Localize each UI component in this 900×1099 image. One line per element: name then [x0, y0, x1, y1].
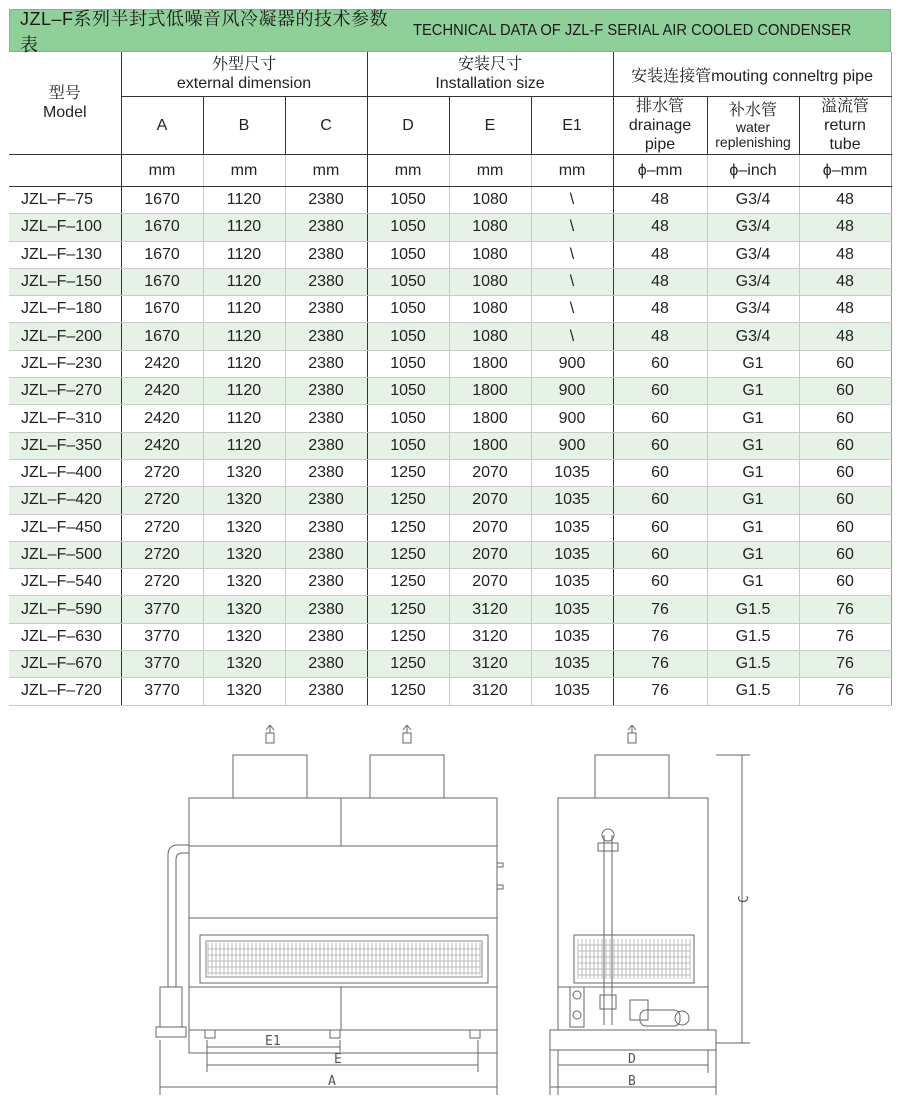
value-cell: 2380 — [285, 514, 367, 541]
value-cell: 1320 — [203, 514, 285, 541]
value-cell: 2380 — [285, 569, 367, 596]
side-grille-hatch — [578, 939, 690, 979]
unit-d: mm — [367, 155, 449, 187]
value-cell: 1800 — [449, 405, 531, 432]
dim-label-a: A — [328, 1074, 336, 1089]
value-cell: G3/4 — [707, 187, 799, 214]
value-cell: 1120 — [203, 405, 285, 432]
value-cell: 60 — [613, 432, 707, 459]
value-cell: 2380 — [285, 432, 367, 459]
model-cell: JZL–F–270 — [9, 378, 121, 405]
front-body — [189, 798, 497, 1053]
model-cell: JZL–F–100 — [9, 214, 121, 241]
value-cell: 48 — [613, 214, 707, 241]
technical-data-table — [9, 52, 892, 706]
return-tube-header: 溢流管 return tube — [799, 97, 891, 155]
drainage-pipe-header: 排水管 drainage pipe — [613, 97, 707, 155]
value-cell: G1.5 — [707, 596, 799, 623]
table-row — [9, 459, 891, 486]
value-cell: 2720 — [121, 487, 203, 514]
value-cell: G1.5 — [707, 651, 799, 678]
dim-label-c: C — [737, 895, 752, 903]
value-cell: 1120 — [203, 241, 285, 268]
value-cell: 1035 — [531, 569, 613, 596]
value-cell: 1800 — [449, 378, 531, 405]
model-cell: JZL–F–400 — [9, 459, 121, 486]
value-cell: 2070 — [449, 459, 531, 486]
unit-e1: mm — [531, 155, 613, 187]
value-cell: G1 — [707, 459, 799, 486]
value-cell: 1320 — [203, 678, 285, 705]
value-cell: 2380 — [285, 541, 367, 568]
value-cell: 2070 — [449, 569, 531, 596]
value-cell: 1250 — [367, 678, 449, 705]
value-cell: 1250 — [367, 487, 449, 514]
value-cell: 76 — [799, 678, 891, 705]
table-row — [9, 378, 891, 405]
table-row — [9, 323, 891, 350]
value-cell: 2380 — [285, 187, 367, 214]
value-cell: 1050 — [367, 214, 449, 241]
value-cell: 76 — [613, 678, 707, 705]
value-cell: 1035 — [531, 541, 613, 568]
value-cell: 60 — [799, 432, 891, 459]
value-cell: 2070 — [449, 541, 531, 568]
value-cell: 2380 — [285, 323, 367, 350]
model-cell: JZL–F–75 — [9, 187, 121, 214]
value-cell: 1800 — [449, 432, 531, 459]
value-cell: G1 — [707, 541, 799, 568]
value-cell: 1120 — [203, 187, 285, 214]
table-row — [9, 623, 891, 650]
value-cell: 1035 — [531, 623, 613, 650]
value-cell: 1035 — [531, 596, 613, 623]
table-row — [9, 350, 891, 377]
value-cell: 1050 — [367, 241, 449, 268]
external-dimension-header: 外型尺寸 external dimension — [121, 52, 367, 97]
value-cell: 1250 — [367, 596, 449, 623]
value-cell: 900 — [531, 432, 613, 459]
unit-b: mm — [203, 155, 285, 187]
value-cell: 1320 — [203, 651, 285, 678]
airflow-marker-icon — [266, 733, 274, 743]
model-cell: JZL–F–450 — [9, 514, 121, 541]
table-row — [9, 596, 891, 623]
model-cell: JZL–F–420 — [9, 487, 121, 514]
value-cell: 48 — [613, 241, 707, 268]
value-cell: 76 — [613, 623, 707, 650]
model-cell: JZL–F–350 — [9, 432, 121, 459]
value-cell: 1050 — [367, 432, 449, 459]
front-fan-hood-left — [233, 755, 307, 798]
value-cell: 1320 — [203, 623, 285, 650]
value-cell: 1120 — [203, 296, 285, 323]
connection-pipe-header: 安装连接管mouting conneltrg pipe — [613, 52, 891, 97]
value-cell: 1120 — [203, 432, 285, 459]
value-cell: 48 — [613, 323, 707, 350]
table-row — [9, 541, 891, 568]
value-cell: 48 — [613, 296, 707, 323]
model-cell: JZL–F–630 — [9, 623, 121, 650]
value-cell: 1670 — [121, 214, 203, 241]
dim-label-d: D — [628, 1052, 636, 1067]
value-cell: 1250 — [367, 569, 449, 596]
model-cell: JZL–F–590 — [9, 596, 121, 623]
title-bar — [9, 8, 891, 55]
water-replenishing-header: 补水管 water replenishing — [707, 97, 799, 155]
model-cell: JZL–F–200 — [9, 323, 121, 350]
airflow-arrow-icon — [266, 725, 274, 733]
value-cell: 2420 — [121, 432, 203, 459]
value-cell: 2720 — [121, 569, 203, 596]
value-cell: 1080 — [449, 241, 531, 268]
value-cell: 60 — [613, 405, 707, 432]
value-cell: 76 — [799, 623, 891, 650]
value-cell: 1800 — [449, 350, 531, 377]
value-cell: 1035 — [531, 651, 613, 678]
value-cell: 2420 — [121, 378, 203, 405]
value-cell: 1250 — [367, 623, 449, 650]
value-cell: 48 — [799, 323, 891, 350]
value-cell: G1.5 — [707, 678, 799, 705]
value-cell: 1080 — [449, 296, 531, 323]
unit-a: mm — [121, 155, 203, 187]
value-cell: G1 — [707, 432, 799, 459]
value-cell: 1080 — [449, 214, 531, 241]
value-cell: 60 — [613, 459, 707, 486]
model-cell: JZL–F–500 — [9, 541, 121, 568]
value-cell: 1050 — [367, 323, 449, 350]
installation-size-header: 安装尺寸 Installation size — [367, 52, 613, 97]
value-cell: 2380 — [285, 623, 367, 650]
value-cell: 3120 — [449, 623, 531, 650]
unit-water: ϕ–inch — [707, 155, 799, 187]
value-cell: G3/4 — [707, 268, 799, 295]
value-cell: 1050 — [367, 187, 449, 214]
model-cell: JZL–F–670 — [9, 651, 121, 678]
col-a-header: A — [121, 97, 203, 155]
value-cell: 1250 — [367, 514, 449, 541]
value-cell: 1120 — [203, 350, 285, 377]
front-side-pipe — [168, 845, 189, 987]
value-cell: G1 — [707, 487, 799, 514]
value-cell: 48 — [799, 187, 891, 214]
value-cell: 76 — [799, 651, 891, 678]
condenser-drawing — [0, 725, 900, 1099]
col-b-header: B — [203, 97, 285, 155]
col-d-header: D — [367, 97, 449, 155]
value-cell: 3120 — [449, 596, 531, 623]
value-cell: 900 — [531, 350, 613, 377]
value-cell: G1 — [707, 350, 799, 377]
value-cell: 1050 — [367, 296, 449, 323]
table-row — [9, 651, 891, 678]
table-row — [9, 514, 891, 541]
value-cell: 2380 — [285, 678, 367, 705]
value-cell: 2380 — [285, 350, 367, 377]
value-cell: 1035 — [531, 487, 613, 514]
table-row — [9, 214, 891, 241]
value-cell: 1050 — [367, 378, 449, 405]
value-cell: 1080 — [449, 268, 531, 295]
value-cell: 2420 — [121, 405, 203, 432]
value-cell: 1080 — [449, 323, 531, 350]
dim-label-b: B — [628, 1074, 636, 1089]
value-cell: 60 — [799, 350, 891, 377]
value-cell: 3120 — [449, 651, 531, 678]
value-cell: 2380 — [285, 651, 367, 678]
value-cell: 60 — [613, 541, 707, 568]
value-cell: 1250 — [367, 459, 449, 486]
value-cell: 60 — [799, 405, 891, 432]
value-cell: 76 — [613, 651, 707, 678]
value-cell: G1 — [707, 405, 799, 432]
value-cell: 2380 — [285, 214, 367, 241]
table-row — [9, 405, 891, 432]
value-cell: 2380 — [285, 296, 367, 323]
model-cell: JZL–F–540 — [9, 569, 121, 596]
title-english: TECHNICAL DATA OF JZL-F SERIAL AIR COOLED CONDENSER — [413, 21, 852, 39]
value-cell: G3/4 — [707, 241, 799, 268]
value-cell: 48 — [613, 187, 707, 214]
value-cell: 1320 — [203, 487, 285, 514]
value-cell: 60 — [613, 350, 707, 377]
value-cell: 2380 — [285, 596, 367, 623]
value-cell: 60 — [799, 459, 891, 486]
airflow-marker-icon — [628, 733, 636, 743]
value-cell: 1035 — [531, 459, 613, 486]
value-cell: 60 — [613, 514, 707, 541]
value-cell: 60 — [799, 487, 891, 514]
value-cell: 48 — [799, 268, 891, 295]
model-cell: JZL–F–130 — [9, 241, 121, 268]
value-cell: \ — [531, 323, 613, 350]
front-grille-hatch — [208, 943, 480, 975]
value-cell: 2380 — [285, 459, 367, 486]
value-cell: G3/4 — [707, 214, 799, 241]
value-cell: 48 — [613, 268, 707, 295]
value-cell: 3770 — [121, 623, 203, 650]
value-cell: 60 — [613, 378, 707, 405]
value-cell: 3120 — [449, 678, 531, 705]
table-row — [9, 296, 891, 323]
value-cell: 900 — [531, 378, 613, 405]
table-row — [9, 241, 891, 268]
value-cell: 2420 — [121, 350, 203, 377]
units-row — [9, 155, 891, 187]
table-row — [9, 432, 891, 459]
value-cell: 2380 — [285, 241, 367, 268]
value-cell: 2380 — [285, 378, 367, 405]
value-cell: \ — [531, 268, 613, 295]
value-cell: 76 — [799, 596, 891, 623]
value-cell: 2380 — [285, 487, 367, 514]
value-cell: 60 — [613, 487, 707, 514]
value-cell: 48 — [799, 214, 891, 241]
airflow-arrow-icon — [628, 725, 636, 733]
col-e-header: E — [449, 97, 531, 155]
value-cell: 1320 — [203, 596, 285, 623]
value-cell: 3770 — [121, 678, 203, 705]
value-cell: 1035 — [531, 678, 613, 705]
value-cell: 1035 — [531, 514, 613, 541]
unit-drain: ϕ–mm — [613, 155, 707, 187]
table-row — [9, 268, 891, 295]
value-cell: 1670 — [121, 296, 203, 323]
value-cell: 1120 — [203, 268, 285, 295]
value-cell: \ — [531, 214, 613, 241]
value-cell: 1050 — [367, 405, 449, 432]
value-cell: 1320 — [203, 459, 285, 486]
value-cell: 1080 — [449, 187, 531, 214]
value-cell: G1 — [707, 378, 799, 405]
value-cell: \ — [531, 296, 613, 323]
value-cell: G1 — [707, 569, 799, 596]
table-row — [9, 678, 891, 705]
value-cell: \ — [531, 187, 613, 214]
value-cell: 2380 — [285, 405, 367, 432]
value-cell: G1 — [707, 514, 799, 541]
value-cell: 1320 — [203, 569, 285, 596]
value-cell: G1.5 — [707, 623, 799, 650]
value-cell: 60 — [613, 569, 707, 596]
title-chinese: JZL–F系列半封式低噪音风冷凝器的技术参数表 — [20, 8, 389, 55]
airflow-arrow-icon — [403, 725, 411, 733]
unit-return: ϕ–mm — [799, 155, 891, 187]
value-cell: 3770 — [121, 596, 203, 623]
model-cell: JZL–F–150 — [9, 268, 121, 295]
model-cell: JZL–F–720 — [9, 678, 121, 705]
value-cell: 1120 — [203, 323, 285, 350]
side-fan-hood — [595, 755, 669, 798]
table-row — [9, 569, 891, 596]
value-cell: 1250 — [367, 651, 449, 678]
value-cell: 900 — [531, 405, 613, 432]
value-cell: 2720 — [121, 541, 203, 568]
value-cell: 2720 — [121, 514, 203, 541]
unit-e: mm — [449, 155, 531, 187]
model-cell: JZL–F–230 — [9, 350, 121, 377]
value-cell: 48 — [799, 296, 891, 323]
col-e1-header: E1 — [531, 97, 613, 155]
side-base — [550, 1030, 716, 1050]
value-cell: 60 — [799, 514, 891, 541]
table-row — [9, 487, 891, 514]
model-cell: JZL–F–180 — [9, 296, 121, 323]
value-cell: \ — [531, 241, 613, 268]
value-cell: 76 — [613, 596, 707, 623]
table-row — [9, 187, 891, 214]
value-cell: 1050 — [367, 350, 449, 377]
value-cell: 2070 — [449, 487, 531, 514]
model-header: 型号 Model — [9, 52, 121, 155]
front-fan-hood-right — [370, 755, 444, 798]
value-cell: 1670 — [121, 241, 203, 268]
col-c-header: C — [285, 97, 367, 155]
value-cell: G3/4 — [707, 296, 799, 323]
airflow-marker-icon — [403, 733, 411, 743]
value-cell: 60 — [799, 541, 891, 568]
value-cell: 1670 — [121, 187, 203, 214]
value-cell: 60 — [799, 378, 891, 405]
value-cell: 1320 — [203, 541, 285, 568]
value-cell: 2720 — [121, 459, 203, 486]
value-cell: 1120 — [203, 378, 285, 405]
unit-c: mm — [285, 155, 367, 187]
value-cell: 48 — [799, 241, 891, 268]
value-cell: 1670 — [121, 323, 203, 350]
model-cell: JZL–F–310 — [9, 405, 121, 432]
value-cell: 2070 — [449, 514, 531, 541]
value-cell: 1250 — [367, 541, 449, 568]
value-cell: 3770 — [121, 651, 203, 678]
value-cell: 2380 — [285, 268, 367, 295]
value-cell: 1050 — [367, 268, 449, 295]
value-cell: 60 — [799, 569, 891, 596]
dim-label-e: E — [334, 1052, 342, 1067]
value-cell: G3/4 — [707, 323, 799, 350]
dim-label-e1: E1 — [265, 1034, 281, 1049]
value-cell: 1670 — [121, 268, 203, 295]
value-cell: 1120 — [203, 214, 285, 241]
